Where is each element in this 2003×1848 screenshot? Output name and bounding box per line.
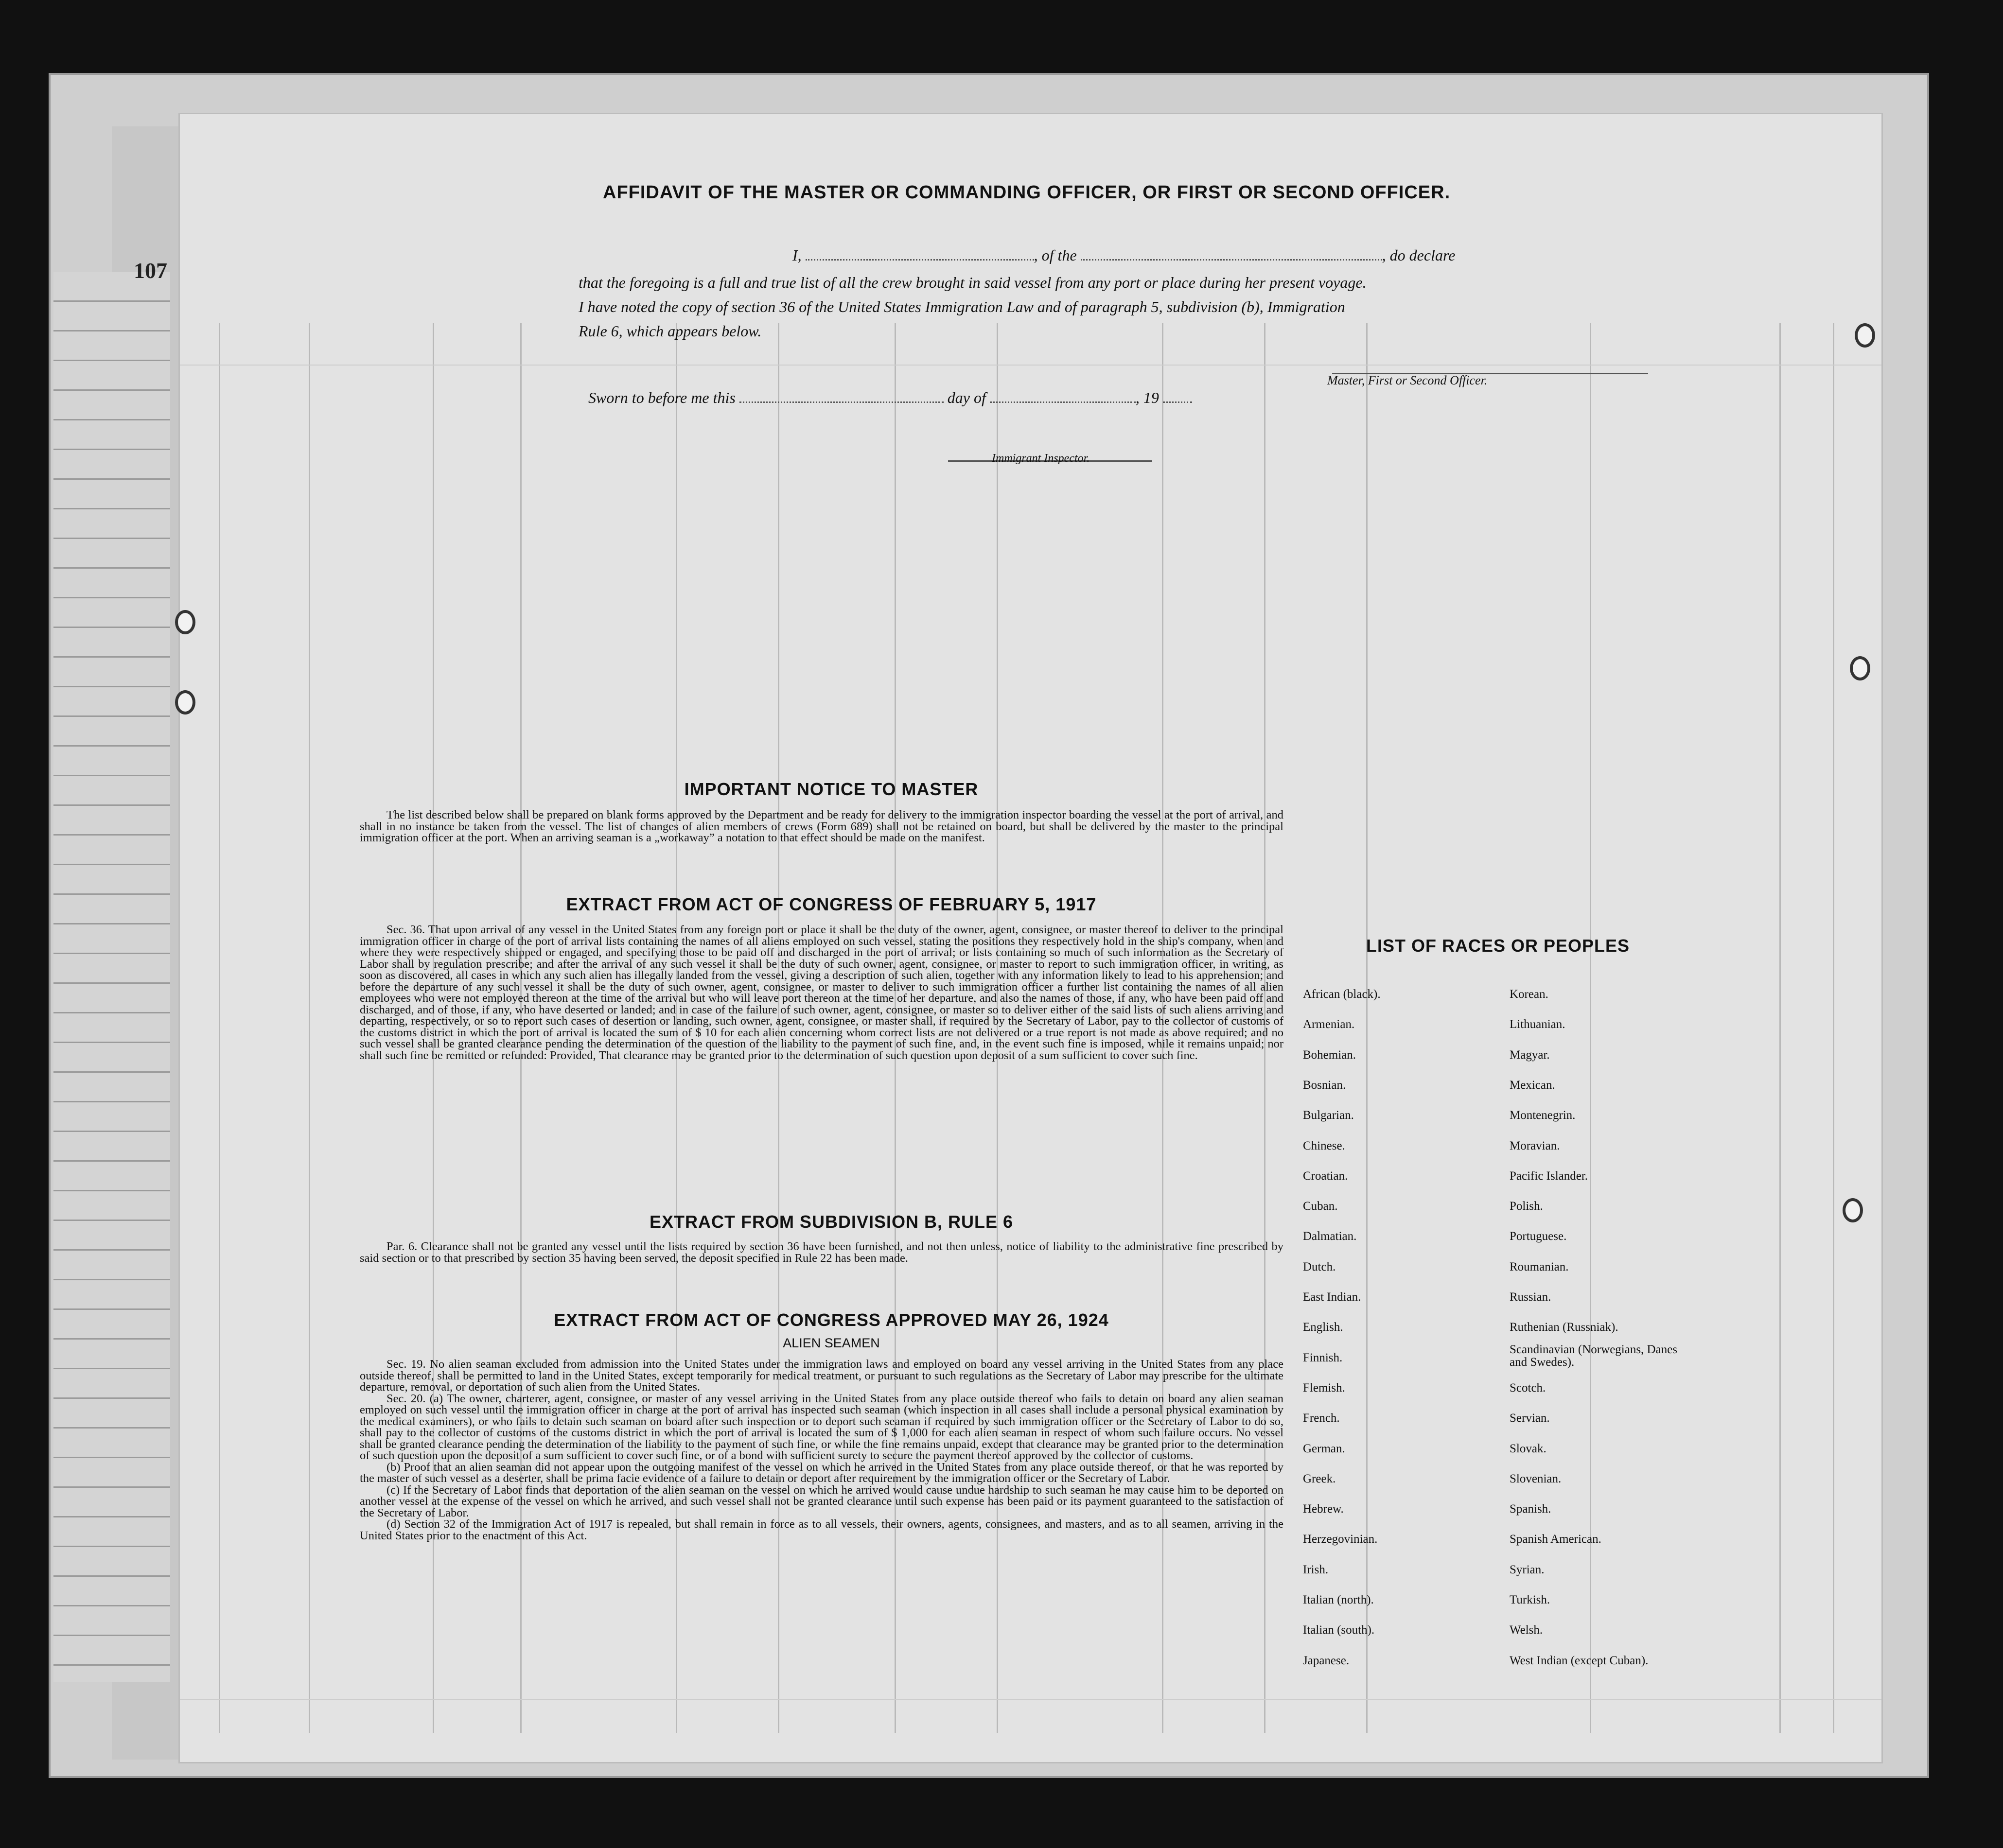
race-item: Scandinavian (Norwegians, Danes and Swedes). — [1510, 1342, 1678, 1369]
race-item: Scotch. — [1510, 1381, 1546, 1395]
day-blank — [739, 388, 944, 403]
race-item: Slovenian. — [1510, 1472, 1562, 1485]
act-1917-text — [360, 924, 1283, 1061]
race-item: Pacific Islander. — [1510, 1169, 1588, 1183]
race-item: Ruthenian (Russniak). — [1510, 1321, 1618, 1334]
sworn-line — [579, 388, 1697, 407]
race-item: Spanish. — [1510, 1502, 1551, 1516]
races-title: LIST OF RACES OR PEOPLES — [1366, 936, 1630, 956]
race-item: Greek. — [1303, 1472, 1336, 1485]
race-item: Japanese. — [1303, 1654, 1350, 1667]
race-item: Mexican. — [1510, 1078, 1555, 1092]
year-prefix: , 19 — [1135, 389, 1159, 406]
month-blank — [990, 388, 1136, 403]
race-item: Russian. — [1510, 1290, 1551, 1304]
affidavit-line-3: I have noted the copy of section 36 of the United States Immigration Law and of paragraph 5, subdivision (b), Immigration — [579, 298, 1345, 315]
sheet-number: 107 — [134, 258, 167, 283]
affidavit-line-1 — [579, 245, 1697, 264]
race-item: Slovak. — [1510, 1442, 1546, 1455]
binder-hole — [1855, 323, 1875, 348]
race-item: Magyar. — [1510, 1048, 1550, 1062]
affidavit-line-4: Rule 6, which appears below. — [579, 322, 762, 340]
row-line — [180, 365, 1881, 366]
race-item: English. — [1303, 1321, 1343, 1334]
race-item: Bulgarian. — [1303, 1109, 1354, 1122]
year-blank — [1163, 388, 1192, 403]
rule-6-paragraph: Par. 6. Clearance shall not be granted any vessel until the lists required by section 36 have been furnished, and not then unless, notice of liability to the administrative fine prescribed by said section or to that prescribed by section 35 having been served, the deposit specified in Rule 22 has been made. — [360, 1240, 1283, 1265]
race-item: Italian (south). — [1303, 1623, 1375, 1637]
race-item: Servian. — [1510, 1412, 1550, 1425]
race-item: Finnish. — [1303, 1351, 1343, 1364]
race-item: Dutch. — [1303, 1260, 1336, 1273]
column-line — [219, 323, 220, 1733]
notice-title: IMPORTANT NOTICE TO MASTER — [684, 779, 979, 799]
binder-hole — [1850, 656, 1870, 680]
race-item: Spanish American. — [1510, 1533, 1601, 1546]
affidavit-line-2: that the foregoing is a full and true list of all the crew brought in said vessel from any port or place during her present voyage. — [579, 274, 1367, 291]
column-line — [1590, 323, 1591, 1733]
race-item: Syrian. — [1510, 1563, 1545, 1576]
race-item: German. — [1303, 1442, 1345, 1455]
column-line — [1779, 323, 1781, 1733]
race-item: Croatian. — [1303, 1169, 1348, 1183]
race-item: Bosnian. — [1303, 1078, 1346, 1092]
race-item: Bohemian. — [1303, 1048, 1356, 1062]
race-item: Moravian. — [1510, 1139, 1560, 1152]
act-1924-sec-20d: (d) Section 32 of the Immigration Act of 1917 is repealed, but shall remain in force as to all vessels, their owners, agents, consignees, and masters, and as to all seamen, arriving in the United States prior to the enactment of this Act. — [360, 1517, 1283, 1542]
act-1917-title: EXTRACT FROM ACT OF CONGRESS OF FEBRUARY 5, 1917 — [566, 894, 1097, 914]
race-item: Chinese. — [1303, 1139, 1345, 1152]
rule-6-title: EXTRACT FROM SUBDIVISION B, RULE 6 — [649, 1212, 1014, 1232]
row-line — [180, 1699, 1881, 1700]
name-blank — [806, 245, 1034, 261]
race-item: Welsh. — [1510, 1623, 1543, 1637]
act-1924-title: EXTRACT FROM ACT OF CONGRESS APPROVED MAY 26, 1924 — [554, 1310, 1109, 1330]
document-sheet — [134, 114, 1881, 1762]
notice-paragraph: The list described below shall be prepared on blank forms approved by the Department and be ready for delivery to the immigration inspector boarding the vessel at the port of arrival, and shall in no instance be taken from the vessel. The list of changes of alien members of crews (Form 689) shall not be retained on board, but shall be delivered by the master to the principal immigration officer at the port. When an arriving seaman is a „workaway” a notation to that effect should be made on the manifest. — [360, 808, 1283, 844]
race-item: Turkish. — [1510, 1593, 1550, 1606]
inspector-label: Immigrant Inspector. — [992, 452, 1090, 465]
act-1924-sec-19: Sec. 19. No alien seaman excluded from admission into the United States under the immigration laws and employed on board any vessel arriving in the United States from any place outside thereof, shall be permitted to land in the United States, except temporarily for medical treatment, or pursuant to such regulations as the Secretary of Labor may prescribe for the ultimate departure, removal, or deportation of such alien from the United States. — [360, 1358, 1283, 1394]
race-item: Armenian. — [1303, 1018, 1355, 1031]
master-label: Master, First or Second Officer. — [1327, 373, 1488, 387]
column-line — [1833, 323, 1834, 1733]
binder-hole — [175, 610, 195, 634]
act-1924-text — [360, 1359, 1283, 1541]
ledger-paper-edge — [53, 272, 170, 1682]
race-item: Portuguese. — [1510, 1230, 1567, 1243]
race-item: Cuban. — [1303, 1200, 1338, 1213]
sworn-text: Sworn to before me this — [588, 389, 736, 406]
binder-hole — [1843, 1198, 1863, 1222]
race-item: Roumanian. — [1510, 1260, 1569, 1273]
affidavit-of-the: , of the — [1034, 246, 1077, 264]
race-item: West Indian (except Cuban). — [1510, 1654, 1649, 1667]
column-line — [1366, 323, 1368, 1733]
rule-6-text — [360, 1241, 1283, 1264]
race-item: Hebrew. — [1303, 1502, 1344, 1516]
binder-hole — [175, 690, 195, 715]
race-item: Korean. — [1510, 988, 1548, 1001]
notice-text — [360, 809, 1283, 844]
affidavit-title: AFFIDAVIT OF THE MASTER OR COMMANDING OFFICER, OR FIRST OR SECOND OFFICER. — [603, 182, 1451, 203]
race-item: French. — [1303, 1412, 1340, 1425]
race-item: African (black). — [1303, 988, 1381, 1001]
race-item: Italian (north). — [1303, 1593, 1374, 1606]
act-1924-sec-20b: (b) Proof that an alien seaman did not appear upon the outgoing manifest of the vessel on which he arrived in the United States from any place outside thereof, or that he was reported by the master of such vessel as a deserter, shall be prima facie evidence of a failure to detain or deport after requirement by the immigration officer or the Secretary of Labor. — [360, 1460, 1283, 1485]
race-item: Herzegovinian. — [1303, 1533, 1378, 1546]
act-1924-subtitle: ALIEN SEAMEN — [783, 1336, 880, 1350]
affidavit-i: I, — [792, 246, 802, 264]
act-1924-sec-20a: Sec. 20. (a) The owner, charterer, agent, consignee, or master of any vessel arriving in the United States from any place outside thereof who fails to detain on board any alien seaman employed on such vessel until the immigration officer in charge at the port of arrival has inspected such seaman (which inspection in all cases shall include a personal physical examination by the medical examiners), or who fails to detain such seaman on board after such inspection or to deport such seaman if required by such immigration officer or the Secretary of Labor to do so, shall pay to the collector of customs of the customs district in which the port of arrival is located the sum of $ 1,000 for each alien seaman in respect of whom such failure occurs. No vessel shall be granted clearance pending the determination of the liability to the payment of such fine, or while the fine remains unpaid, except that clearance may be granted prior to the determination of such question upon the deposit of a sum sufficient to cover such fine, or of a bond with sufficient surety to secure the payment thereof approved by the collector of customs. — [360, 1392, 1283, 1462]
column-line — [309, 323, 310, 1733]
race-item: Dalmatian. — [1303, 1230, 1357, 1243]
act-1924-sec-20c: (c) If the Secretary of Labor finds that deportation of the alien seaman on the vessel on which he arrived would cause undue hardship to such seaman he may cause him to be deported on another vessel at the expense of the vessel on which he arrived, and such vessel shall not be granted clearance until such expense has been paid or its payment guaranteed to the satisfaction of the Secretary of Labor. — [360, 1483, 1283, 1519]
race-item: East Indian. — [1303, 1290, 1361, 1304]
affidavit-declare: , do declare — [1382, 246, 1456, 264]
day-of-text: day of — [947, 389, 986, 406]
race-item: Montenegrin. — [1510, 1109, 1576, 1122]
race-item: Lithuanian. — [1510, 1018, 1565, 1031]
race-item: Polish. — [1510, 1200, 1543, 1213]
race-item: Flemish. — [1303, 1381, 1345, 1395]
vessel-blank — [1081, 245, 1382, 261]
act-1917-paragraph: Sec. 36. That upon arrival of any vessel in the United States from any foreign port or place it shall be the duty of the owner, agent, consignee, or master thereof to deliver to the principal immigration officer in charge of the port of arrival lists containing the names of all aliens employed on such vessel, stating the positions they respectively hold in the ship's company, when and where they were respectively shipped or engaged, and specifying those to be paid off and discharged in the port of arrival; or lists containing so much of such information as the Secretary of Labor shall by regulation prescribe; and after the arrival of any such vessel it shall be the duty of such owner, agent, consignee, or master to report to such immigration officer, in writing, as soon as discovered, all cases in which any such alien has illegally landed from the vessel, giving a description of such alien, together with any information likely to lead to his apprehension; and before the departure of any such vessel it shall be the duty of such owner, agent, consignee, or master to deliver to such immigration officer a further list containing the names of all alien employees who were not employed thereon at the time of the arrival but who will leave port thereon at the time of her departure, and also the names of those, if any, who have been paid off and discharged, and of those, if any, who have deserted or landed; and in case of the failure of such owner, agent, consignee, or master so to deliver either of the said lists of such aliens arriving and departing, respectively, or so to report such cases of desertion or landing, such owner, agent, consignee, or master shall, if required by the Secretary of Labor, pay to the collector of customs of the customs district in which the port of arrival is located the sum of $ 10 for each alien concerning whom correct lists are not delivered or a true report is not made as above required; and no such vessel shall be granted clearance pending the determination of the question of the liability to the payment of such fine, and, in the event such fine is imposed, while it remains unpaid; nor shall such fine be remitted or refunded: Provided, That clearance may be granted prior to the determination of such question upon deposit of a sum sufficient to cover such fine. — [360, 923, 1283, 1062]
race-item: Irish. — [1303, 1563, 1329, 1576]
